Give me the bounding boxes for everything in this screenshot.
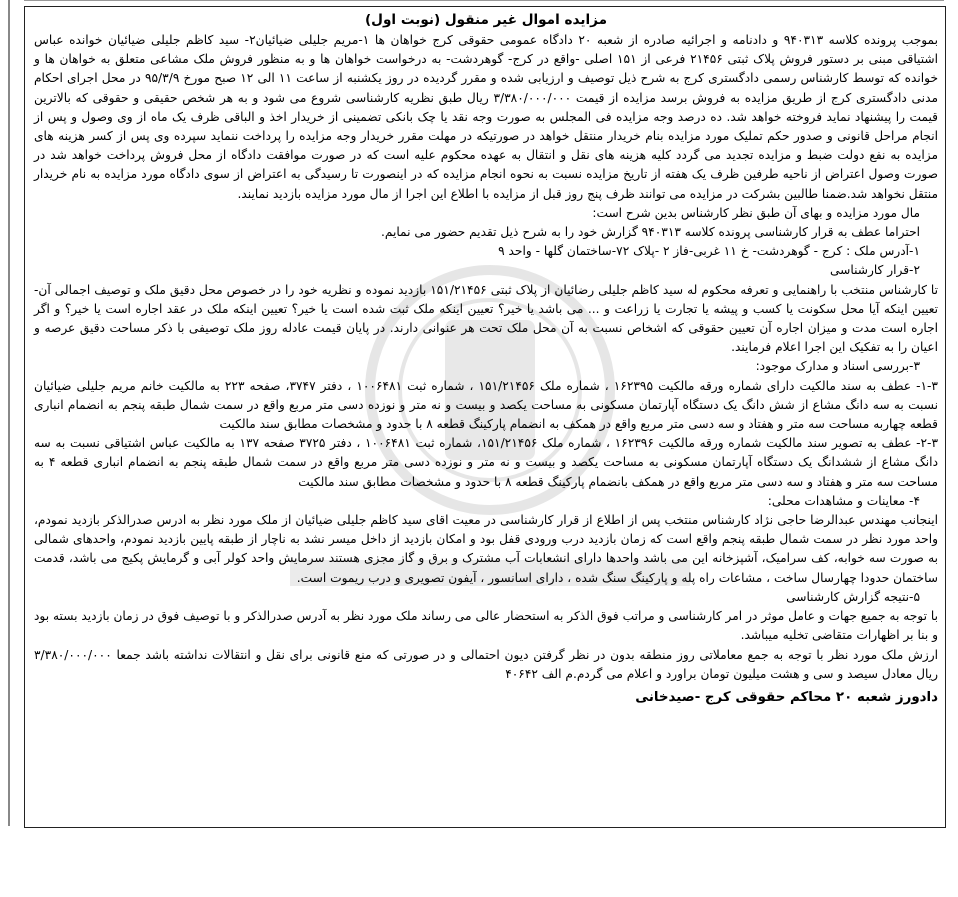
section-result-heading: ۵-نتیجه گزارش کارشناسی [786, 589, 920, 604]
notice-title: مزایده اموال غیر منقول (نوبت اول) [364, 12, 608, 28]
inspection-paragraph: اینجانب مهندس عبدالرضا حاجی نژاد کارشناس منتخب پس از اطلاع از قرار کارشناسی در معیت اقای سید کاظم جلیلی ضیائیان از ملک مورد نظر به ادرس صدرالذکر بازدید نمودم، واحد مورد نظر در سمت شمال طبقه پنجم واقع است که زمان بازدید درب ورودی قفل بود و امکان بازدید از داخل میسر نشد به ناچار از طبقه پایین بازدید نمودم، واحدهای شمالی به صورت سه خوابه، کف سرامیک، آشپزخانه این می باشد واحدها دارای انشعابات آب مشترک و برق و گاز مجزی هستند سرمایش واحد کولر آبی و گرمایش پکیج می باشد، قدمت ساختمان حدودا چهارسال ساخت ، مشاعات راه پله و پارکینگ سنگ شده ، دارای اسانسور ، آیفون تصویری و درب ریموت است. [34, 513, 938, 585]
notice-intro-paragraph: بموجب پرونده کلاسه ۹۴۰۳۱۳ و دادنامه و اجرائیه صادره از شعبه ۲۰ دادگاه عمومی حقوقی کرج خواهان ها ۱-مریم جلیلی ضیائیان۲- سید کاظم جلیلی ضیائیان خوانده عباس اشتیاقی مبنی بر دستور فروش پلاک ثبتی ۲۱۴۵۶ فرعی از ۱۵۱ اصلی -واقع در کرج- گوهردشت- به درخواست خواهان ها و به منظور فروش ملک مشاعی متعلق به خواهان ها و خوانده که توسط کارشناس رسمی دادگستری کرج به شرح ذیل توصیف و ارزیابی شده و مقرر گردیده در روز یکشنبه از ساعت ۱۱ الی ۱۲ صبح مورخ ۹۵/۳/۹ در محل اجرای احکام مدنی دادگستری کرج از طریق مزایده به فروش برسد مزایده از قیمت ۳/۳۸۰/۰۰۰/۰۰۰ ریال طبق نظریه کارشناسی شروع می شود و به هر شخص حقیقی و حقوقی که بالاترین قیمت را پیشنهاد نماید فروخته خواهد شد. ده درصد وجه مزایده فی المجلس به صورت وجه نقد یا چک بانکی تضمینی از خریدار اخذ و الباقی ظرف یک ماه از وی وصول و پس از انجام مراحل قانونی و صدور حکم تملیک مورد مزایده بنام خریدار منتقل خواهد در صورتیکه در مهلت مقرر خریدار وجه مزایده را پرداخت ننماید سپرده وی پس از کسر هزینه های مزایده به نفع دولت ضبط و مزایده تجدید می گردد کلیه هزینه های نقل و انتقال به عهده محکوم علیه است که در صورت موافقت دادگاه از محل فروش پرداخت خواهد شد در صورت وصول اعتراض از ناحیه طرفین ظرف یک هفته از تاریخ مزایده نسبت به نحوه انجام مزایده که در اینصورت تا رسیدگی به اعتراض از سوی دادگاه مورد مزایده به نام خریدار منتقل نخواهد شد.ضمنا طالبین بشرکت در مزایده می توانند ظرف پنج روز قبل از مزایده با اطلاع این اجرا از مال مورد مزایده بازدید نمایند. [34, 33, 938, 201]
auction-notice [34, 10, 938, 707]
left-margin-line [8, 0, 10, 826]
property-heading: مال مورد مزایده و بهای آن طبق نظر کارشناس بدین شرح است: [592, 205, 920, 220]
result-paragraph: با توجه به جمیع جهات و عامل موثر در امر کارشناسی و مراتب فوق الذکر به استحضار عالی می رساند ملک مورد نظر به آدرس صدرالذکر و با توصیف فوق در زمان بازدید بسته بود و بنا بر اظهارات متقاضی تخلیه میباشد. [34, 609, 938, 643]
property-address: ۱-آدرس ملک : کرج - گوهردشت- خ ۱۱ غربی-فاز ۲ -پلاک ۷۲-ساختمان گلها - واحد ۹ [498, 244, 920, 259]
expert-order-paragraph: تا کارشناس منتخب با راهنمایی و تعرفه محکوم له سید کاظم جلیلی رضائیان از پلاک ثبتی ۱۵۱/۲۱۴۵۶ بازدید نموده و نظریه خود را در خصوص محل دقیق ملک و توصیف اجمالی آن-تعیین اینکه آیا محل سکونت یا کسب و پیشه یا تجارت یا زراعت و ... می باشد یا خیر؟ تعیین اینکه ملک ثبت شده است یا خیر؟ تعیین اینکه ملک در عقد اجاره است یا خیر؟ و اگر اجاره است مدت و میزان اجاره آن تعیین حقوقی که اشخاص نسبت به آن محل ملک تحت هر عنوانی دارند. در پایان قیمت عادله روز ملک توصیفی با ذکر مساحت دقیق عرصه و اعیان را به تفکیک این اجرا اعلام فرمایند. [34, 282, 938, 355]
expert-intro: احتراما عطف به قرار کارشناسی پرونده کلاسه ۹۴۰۳۱۳ گزارش خود را به شرح ذیل تقدیم حضور می نمایم. [380, 225, 920, 240]
document-3-2-paragraph: ۲-۳- عطف به تصویر سند مالکیت شماره ورقه مالکیت ۱۶۲۳۹۶ ، شماره ملک ۱۵۱/۲۱۴۵۶، شماره ثبت ۱۰۰۶۴۸۱ ، دفتر ۳۷۲۵ صفحه ۱۳۷ به مالکیت عباس اشتیاقی نسبت به سه دانگ مشاع از ششدانگ یک دستگاه آپارتمان مسکونی به مساحت یکصد و بیست و نه متر و نوزده دسی متر مربع واقع در سمت شمال طبقه پنجم به انضمام انباری قطعه ۴ به مساحت سه متر و هفتاد و سه دسی متر مربع واقع در همکف بانضمام پارکینگ قطعه ۸ با حدود و مشخصات مطابق سند مالکیت [34, 436, 938, 489]
document-3-1-paragraph: ۱-۳- عطف به سند مالکیت دارای شماره ورقه مالکیت ۱۶۲۳۹۵ ، شماره ملک ۱۵۱/۲۱۴۵۶ ، شماره ثبت ۱۰۰۶۴۸۱ ، دفتر ۳۷۴۷، صفحه ۲۲۳ به مالکیت خانم مریم جلیلی ضیائیان نسبت به سه دانگ مشاع از شش دانگ یک دستگاه آپارتمان مسکونی به مساحت یکصد و بیست و نه متر و نوزده دسی متر مربع واقع در سمت شمال طبقه پنجم به انضمام انباری قطعه چهاربه مساحت سه متر و هفتاد و سه دسی متر مربع واقع در همکف به انضمام پارکینگ قطعه ۸ با حدود و مشخصات مطابق سند مالکیت [34, 378, 938, 432]
top-border-line [24, 0, 944, 1]
section-expert-order-heading: ۲-قرار کارشناسی [829, 263, 920, 278]
section-documents-heading: ۳-بررسی اسناد و مدارک موجود: [755, 359, 920, 374]
signature-line: دادورز شعبه ۲۰ محاکم حقوقی کرج -صیدخانی [635, 689, 938, 705]
section-inspection-heading: ۴- معاینات و مشاهدات محلی: [767, 493, 920, 508]
valuation-paragraph: ارزش ملک مورد نظر با توجه به جمع معاملاتی روز منطقه بدون در نظر گرفتن دیون احتمالی و در صورتی که منع قانونی برای نقل و انتقالات نداشته باشد جمعا ۳/۳۸۰/۰۰۰/۰۰۰ ریال معادل سیصد و سی و هشت میلیون تومان براورد و اعلام می گردم.م الف ۴۰۶۴۲ [34, 647, 938, 681]
